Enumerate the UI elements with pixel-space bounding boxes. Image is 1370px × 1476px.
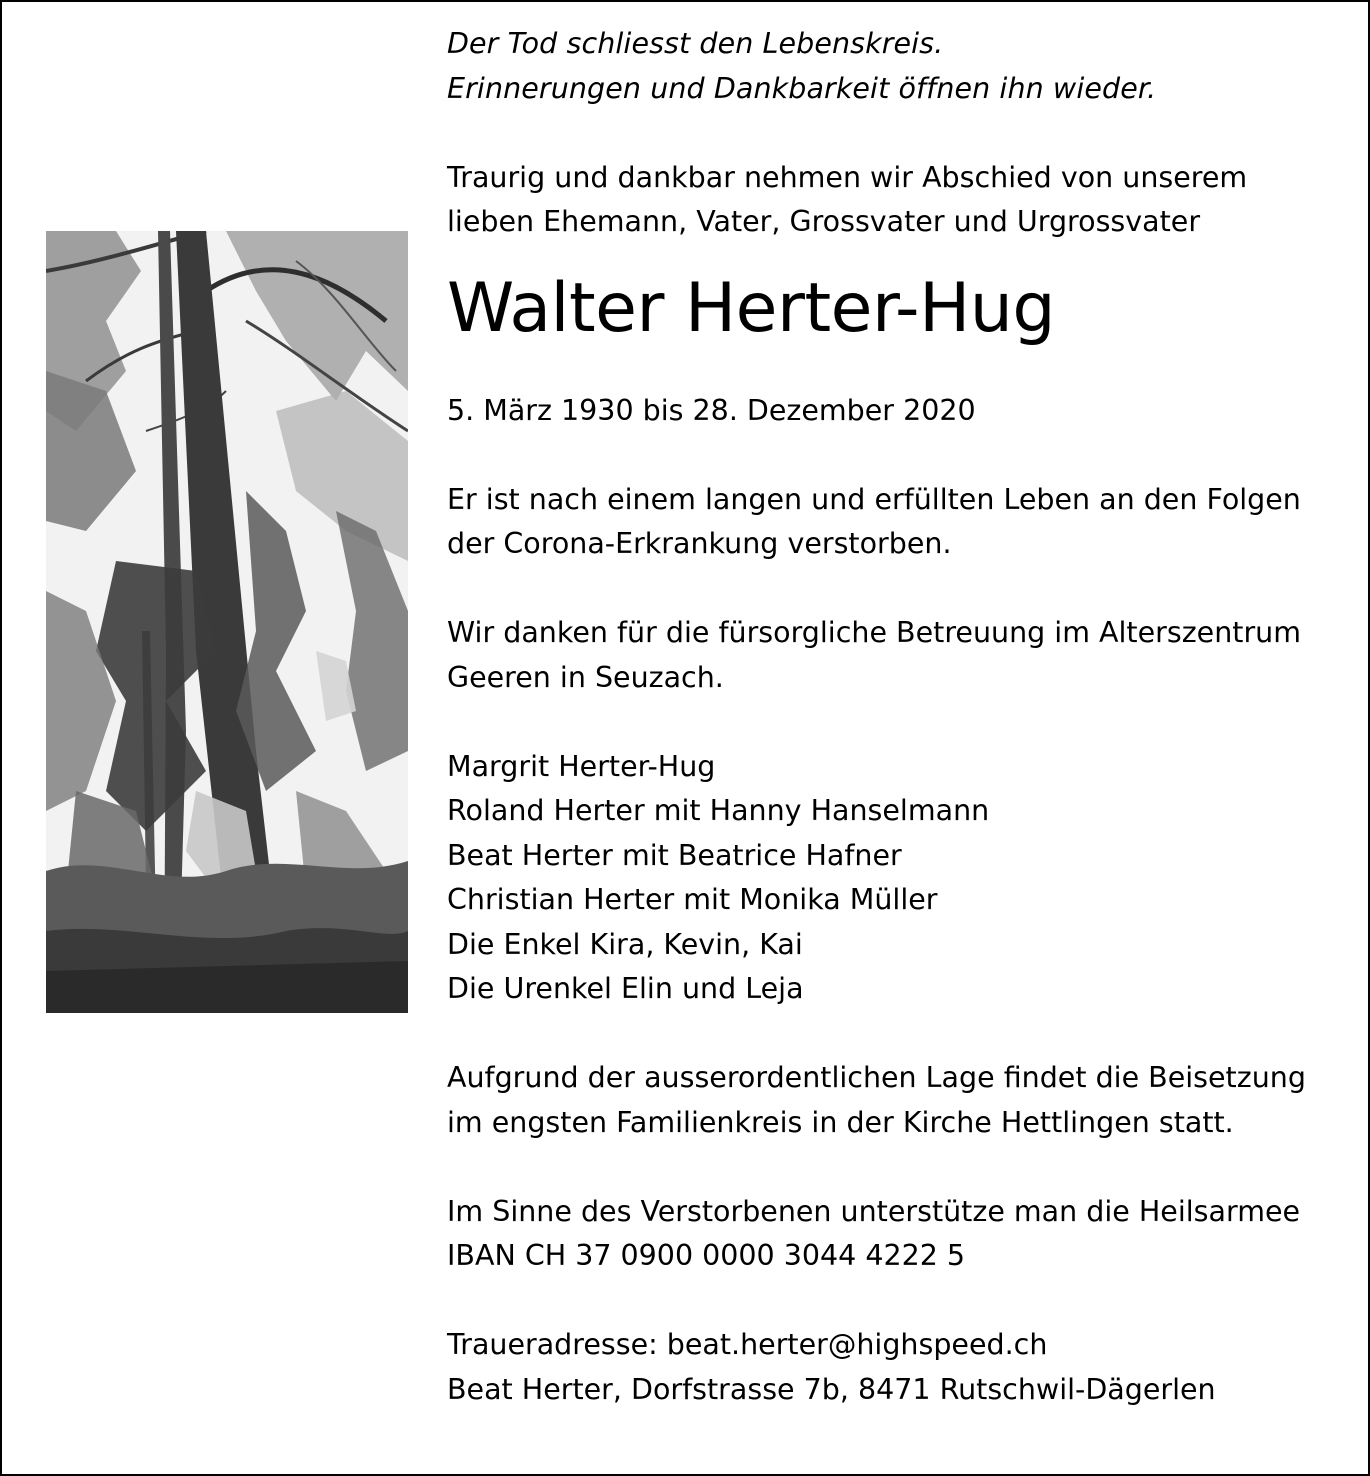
deceased-name: Walter Herter-Hug <box>447 268 1055 348</box>
life-dates: 5. März 1930 bis 28. Dezember 2020 <box>447 393 976 427</box>
funeral-line-1: Aufgrund der ausserordentlichen Lage findet die Beisetzung <box>447 1061 1306 1094</box>
intro-line-2: lieben Ehemann, Vater, Grossvater und Urgrossvater <box>447 205 1201 238</box>
thanks-line-2: Geeren in Seuzach. <box>447 660 724 694</box>
forest-illustration-icon <box>46 231 408 1013</box>
quote-line-2: Erinnerungen und Dankbarkeit öffnen ihn wieder. <box>447 71 1157 105</box>
cause-line-1: Er ist nach einem langen und erfüllten Leben an den Folgen <box>447 482 1301 516</box>
intro-line-1: Traurig und dankbar nehmen wir Abschied von unserem <box>447 160 1248 194</box>
funeral-line-2: im engsten Familienkreis in der Kirche Hettlingen statt. <box>447 1105 1234 1139</box>
address-email: Traueradresse: beat.herter@highspeed.ch <box>447 1328 1048 1361</box>
mourner-name: Roland Herter mit Hanny Hanselmann <box>447 794 990 827</box>
mourner-name: Margrit Herter-Hug <box>447 749 716 783</box>
cause-line-2: der Corona-Erkrankung verstorben. <box>447 527 952 560</box>
mourner-name: Die Enkel Kira, Kevin, Kai <box>447 927 803 961</box>
mourner-name: Beat Herter mit Beatrice Hafner <box>447 838 902 872</box>
address-postal: Beat Herter, Dorfstrasse 7b, 8471 Rutschwil-Dägerlen <box>447 1372 1216 1406</box>
donation-line-1: Im Sinne des Verstorbenen unterstütze man die Heilsarmee <box>447 1194 1301 1228</box>
mourner-name: Die Urenkel Elin und Leja <box>447 972 804 1005</box>
quote-line-1: Der Tod schliesst den Lebenskreis. <box>447 27 944 60</box>
donation-iban: IBAN CH 37 0900 0000 3044 4222 5 <box>447 1239 966 1272</box>
mourner-name: Christian Herter mit Monika Müller <box>447 883 938 916</box>
forest-watercolor-illustration <box>46 231 408 1013</box>
obituary-text <box>447 22 1347 1412</box>
thanks-line-1: Wir danken für die fürsorgliche Betreuung im Alterszentrum <box>447 616 1301 649</box>
